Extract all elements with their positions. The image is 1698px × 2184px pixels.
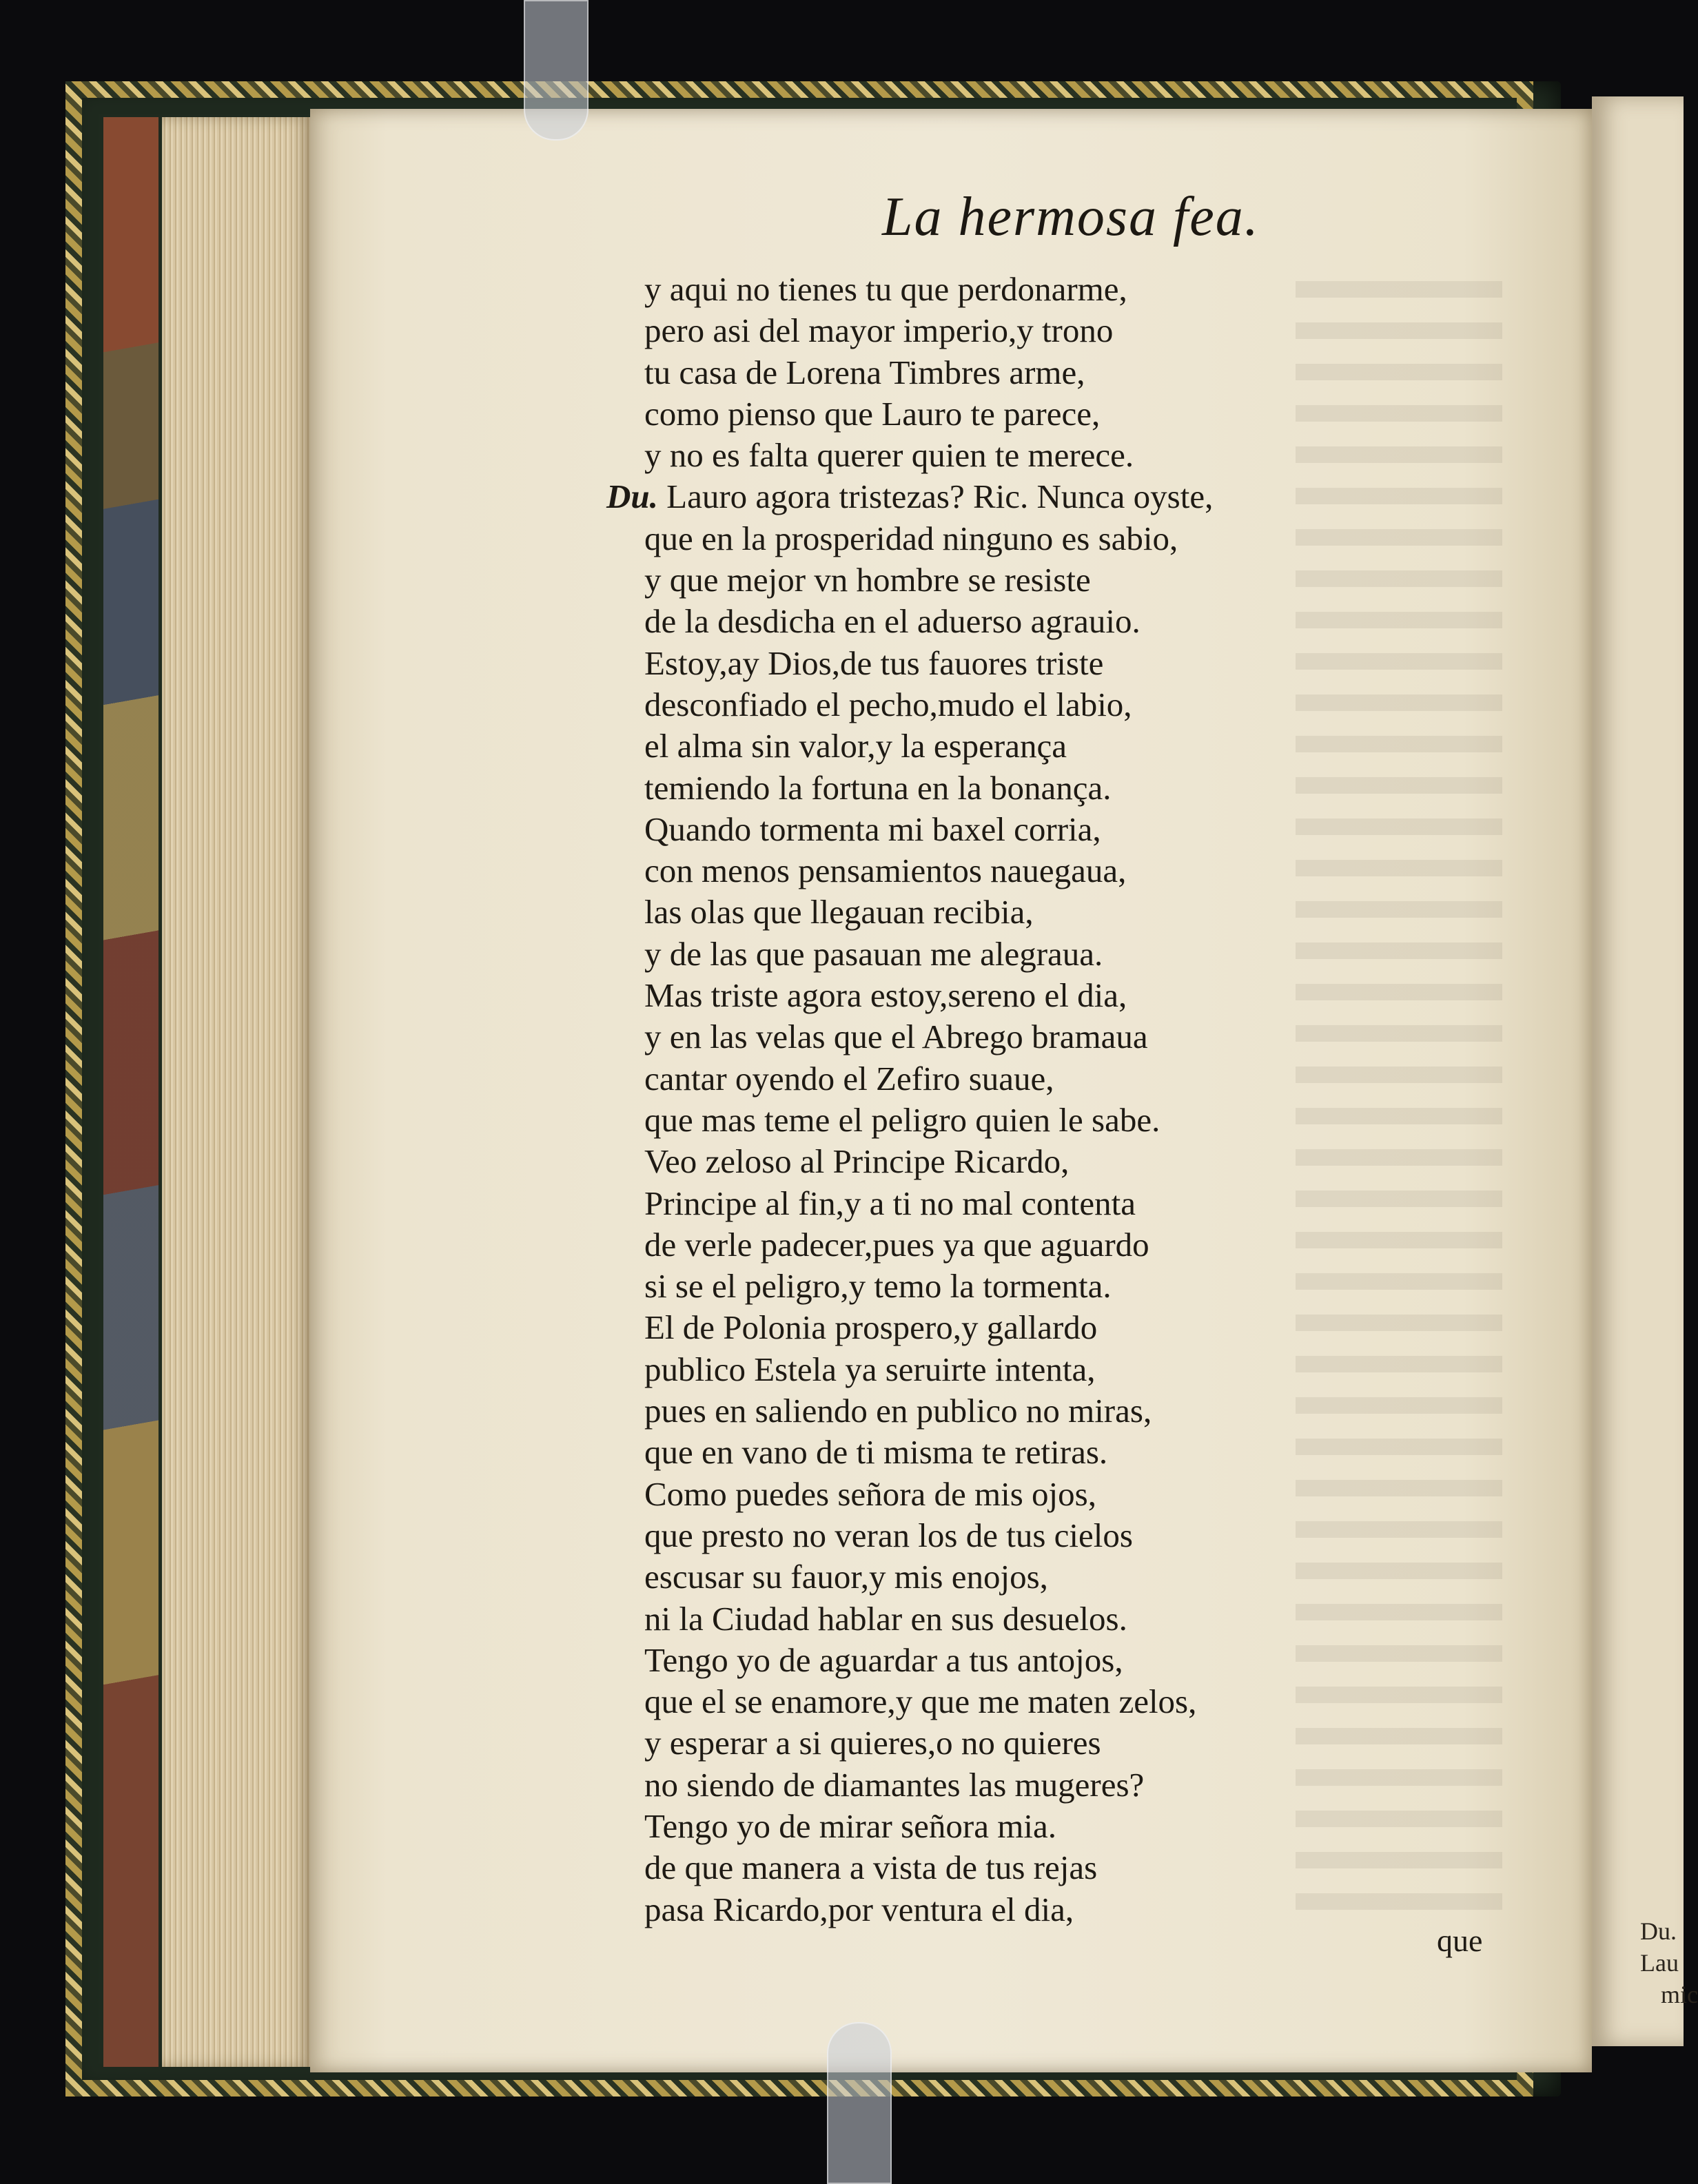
verse-line (606, 768, 1516, 809)
verse-line (606, 518, 1516, 559)
verse-line (606, 975, 1516, 1016)
facing-page-text (1640, 1915, 1698, 2010)
verse-line (606, 269, 1516, 310)
verse-line-text: Mas triste agora estoy,sereno el dia, (644, 976, 1127, 1015)
verse-line-text: el alma sin valor,y la esperança (644, 727, 1067, 765)
verse-line (606, 476, 1516, 517)
verse-line-text: que el se enamore,y que me maten zelos, (644, 1682, 1197, 1721)
verse-line (606, 643, 1516, 684)
verse-line-text: las olas que llegauan recibia, (644, 893, 1034, 931)
verse-line-text: y no es falta querer quien te merece. (644, 436, 1134, 475)
verse-line (606, 850, 1516, 892)
verse-line (606, 1016, 1516, 1058)
verse-line (606, 725, 1516, 767)
verse-line-text: escusar su fauor,y mis enojos, (644, 1558, 1048, 1596)
verse-line (606, 352, 1516, 393)
verse-line (606, 1640, 1516, 1681)
verse-line-text: de la desdicha en el aduerso agrauio. (644, 602, 1140, 641)
verse-line-text: cantar oyendo el Zefiro suaue, (644, 1059, 1054, 1098)
page-clip-bottom (827, 2022, 892, 2184)
verse-line-text: si se el peligro,y temo la tormenta. (644, 1267, 1112, 1306)
facing-page (1592, 96, 1698, 2046)
verse-line (606, 1058, 1516, 1100)
verse-line (606, 435, 1516, 476)
verse-line-text: pasa Ricardo,por ventura el dia, (644, 1890, 1074, 1928)
page-clip-top (524, 0, 589, 141)
verse-line-text: con menos pensamientos nauegaua, (644, 852, 1127, 890)
verse-line (606, 1307, 1516, 1348)
verse-line (606, 1764, 1516, 1806)
verse-line (606, 1556, 1516, 1598)
verse-line (606, 809, 1516, 850)
verse-line-text: Estoy,ay Dios,de tus fauores triste (644, 643, 1104, 682)
verse-line-text: que en vano de ti misma te retiras. (644, 1433, 1108, 1472)
verse-line-text: tu casa de Lorena Timbres arme, (644, 353, 1085, 391)
verse-line-text: como pienso que Lauro te parece, (644, 394, 1101, 433)
verse-line (606, 934, 1516, 975)
verse-line-text: no siendo de diamantes las mugeres? (644, 1765, 1145, 1804)
verse-line (606, 1224, 1516, 1266)
verse-line (606, 1390, 1516, 1432)
verse-line-text: que en la prosperidad ninguno es sabio, (644, 519, 1178, 557)
verse-line (606, 1266, 1516, 1307)
verse-line-text: ni la Ciudad hablar en sus desuelos. (644, 1599, 1127, 1638)
verse-line (606, 559, 1516, 601)
verse-line (606, 1100, 1516, 1141)
verse-line-text: Lauro agora tristezas? Ric. Nunca oyste, (666, 477, 1214, 516)
verse-line (606, 1141, 1516, 1182)
verse-line (606, 1183, 1516, 1224)
marbled-endpaper (103, 117, 158, 2067)
verse-line-text: y aqui no tienes tu que perdonarme, (644, 270, 1127, 308)
verse-line (606, 1598, 1516, 1640)
verse-line (606, 310, 1516, 351)
verse-line-text: pero asi del mayor imperio,y trono (644, 311, 1114, 350)
verse-line-text: Tengo yo de mirar señora mia. (644, 1806, 1056, 1845)
verse-line-text: Principe al fin,y a ti no mal contenta (644, 1184, 1136, 1222)
verse-line-text: de verle padecer,pues ya que aguardo (644, 1225, 1149, 1264)
verse-line-text: que presto no veran los de tus cielos (644, 1516, 1133, 1554)
verse-line (606, 1889, 1516, 1930)
verse-line (606, 1681, 1516, 1722)
verse-line-text: de que manera a vista de tus rejas (644, 1848, 1098, 1887)
verse-line (606, 892, 1516, 933)
verse-line (606, 1847, 1516, 1888)
verse-line (606, 1722, 1516, 1764)
verse-line (606, 1474, 1516, 1515)
verse-line (606, 601, 1516, 642)
verse-line-text: Quando tormenta mi baxel corria, (644, 810, 1101, 848)
running-header: La hermosa fea. (882, 187, 1260, 247)
verse-line (606, 1515, 1516, 1556)
verse-line-text: Tengo yo de aguardar a tus antojos, (644, 1640, 1123, 1679)
verse-line-text: Como puedes señora de mis ojos, (644, 1474, 1096, 1513)
verse-line-text: y que mejor vn hombre se resiste (644, 561, 1091, 599)
verse-line-text: publico Estela ya seruirte intenta, (644, 1350, 1096, 1388)
verse-line-text: desconfiado el pecho,mudo el labio, (644, 685, 1132, 723)
speaker-label: Du. (606, 477, 658, 516)
verse-line-text: que mas teme el peligro quien le sabe. (644, 1100, 1160, 1139)
verse-line-text: y esperar a si quieres,o no quieres (644, 1724, 1101, 1762)
verse-line (606, 1349, 1516, 1390)
verse-line-text: Veo zeloso al Principe Ricardo, (644, 1142, 1070, 1181)
catchword: que (1437, 1923, 1483, 1958)
verse-line (606, 684, 1516, 725)
verse-line (606, 1432, 1516, 1473)
verse-line-text: y en las velas que el Abrego bramaua (644, 1018, 1148, 1056)
facing-page-line: Du. Lau (1640, 1917, 1679, 1977)
verse-line-text: El de Polonia prospero,y gallardo (644, 1308, 1098, 1347)
facing-page-line: mic (1661, 1981, 1698, 2008)
verse-line (606, 1806, 1516, 1847)
verse-line (606, 393, 1516, 435)
verse-text (606, 269, 1516, 1930)
verse-line-text: pues en saliendo en publico no miras, (644, 1392, 1152, 1430)
verse-line-text: y de las que pasauan me alegraua. (644, 934, 1103, 973)
page-block-edges (162, 117, 310, 2067)
verse-line-text: temiendo la fortuna en la bonança. (644, 768, 1112, 807)
